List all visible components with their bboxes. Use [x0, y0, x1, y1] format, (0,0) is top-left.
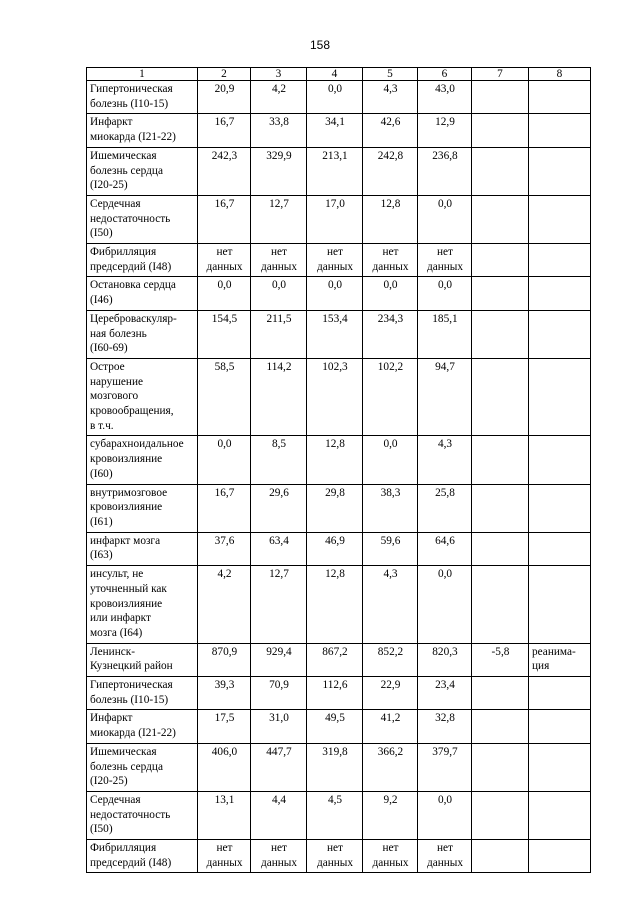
table-cell — [472, 710, 529, 743]
table-cell: 49,5 — [307, 710, 363, 743]
row-label: Инфаркт миокарда (I21-22) — [87, 114, 198, 147]
table-cell: нет данных — [198, 840, 251, 873]
table-cell: 0,0 — [418, 277, 472, 310]
table-cell: нет данных — [251, 840, 307, 873]
row-label: Ишемическая болезнь сердца (I20-25) — [87, 743, 198, 791]
row-label: Фибрилляция предсердий (I48) — [87, 840, 198, 873]
table-cell: 0,0 — [307, 81, 363, 114]
table-cell — [529, 81, 591, 114]
table-cell: 12,8 — [363, 195, 418, 243]
table-cell — [529, 677, 591, 710]
table-cell: 59,6 — [363, 532, 418, 565]
table-cell: 12,9 — [418, 114, 472, 147]
table-cell — [529, 840, 591, 873]
table-row — [87, 484, 591, 532]
table-row — [87, 310, 591, 358]
table-cell — [529, 358, 591, 436]
table-cell: нет данных — [198, 244, 251, 277]
table-cell: 867,2 — [307, 643, 363, 676]
table-row — [87, 791, 591, 839]
table-cell: 8,5 — [251, 436, 307, 484]
table-cell: 929,4 — [251, 643, 307, 676]
table-cell: 39,3 — [198, 677, 251, 710]
table-cell: 0,0 — [418, 195, 472, 243]
table-cell: нет данных — [418, 244, 472, 277]
table-cell: 94,7 — [418, 358, 472, 436]
column-header: 2 — [198, 68, 251, 81]
table-row — [87, 710, 591, 743]
table-row — [87, 277, 591, 310]
table-cell — [472, 840, 529, 873]
table-row — [87, 195, 591, 243]
table-cell: 234,3 — [363, 310, 418, 358]
table-row — [87, 114, 591, 147]
table-cell: 4,3 — [418, 436, 472, 484]
table-cell — [529, 147, 591, 195]
table-cell: 102,3 — [307, 358, 363, 436]
table-cell: нет данных — [363, 840, 418, 873]
table-cell: 366,2 — [363, 743, 418, 791]
row-label: инфаркт мозга (I63) — [87, 532, 198, 565]
table-cell: реанима- ция — [529, 643, 591, 676]
table-cell: 447,7 — [251, 743, 307, 791]
table-cell: 16,7 — [198, 195, 251, 243]
table-cell — [529, 532, 591, 565]
table-cell: 29,8 — [307, 484, 363, 532]
table-cell — [472, 195, 529, 243]
table-cell — [529, 791, 591, 839]
column-header: 6 — [418, 68, 472, 81]
table-cell: нет данных — [307, 244, 363, 277]
table-cell: 4,5 — [307, 791, 363, 839]
table-cell: 12,8 — [307, 436, 363, 484]
table-cell: 63,4 — [251, 532, 307, 565]
row-label: Инфаркт миокарда (I21-22) — [87, 710, 198, 743]
table-cell — [472, 677, 529, 710]
table-cell — [472, 484, 529, 532]
table-cell: 4,2 — [198, 566, 251, 644]
table-cell: 4,2 — [251, 81, 307, 114]
column-header: 5 — [363, 68, 418, 81]
page-number: 158 — [309, 38, 331, 52]
row-label: Гипертоническая болезнь (I10-15) — [87, 81, 198, 114]
table-cell: 153,4 — [307, 310, 363, 358]
row-label: Ишемическая болезнь сердца (I20-25) — [87, 147, 198, 195]
table-cell: 32,8 — [418, 710, 472, 743]
table-cell: 0,0 — [198, 436, 251, 484]
table-cell — [529, 310, 591, 358]
table-cell: 242,3 — [198, 147, 251, 195]
table-cell — [529, 244, 591, 277]
table-cell — [472, 277, 529, 310]
table-row — [87, 840, 591, 873]
row-label: Остановка сердца (I46) — [87, 277, 198, 310]
row-label: субарахноидальное кровоизлияние (I60) — [87, 436, 198, 484]
table-cell: 12,8 — [307, 566, 363, 644]
table-cell: нет данных — [307, 840, 363, 873]
table-cell — [529, 277, 591, 310]
table-cell: 12,7 — [251, 566, 307, 644]
table-cell — [472, 743, 529, 791]
table-cell: 13,1 — [198, 791, 251, 839]
column-header: 1 — [87, 68, 198, 81]
table-cell: 0,0 — [307, 277, 363, 310]
table-cell: 64,6 — [418, 532, 472, 565]
table-cell: 4,3 — [363, 81, 418, 114]
table-cell: 0,0 — [418, 566, 472, 644]
table-cell: 16,7 — [198, 114, 251, 147]
table-row — [87, 743, 591, 791]
row-label: Гипертоническая болезнь (I10-15) — [87, 677, 198, 710]
table-cell: 329,9 — [251, 147, 307, 195]
table-cell: 319,8 — [307, 743, 363, 791]
table-header-row — [87, 68, 591, 81]
table-cell: 112,6 — [307, 677, 363, 710]
table-cell — [529, 195, 591, 243]
table-cell — [529, 743, 591, 791]
table-cell: 0,0 — [418, 791, 472, 839]
data-table — [86, 67, 591, 873]
table-cell — [472, 791, 529, 839]
table-row — [87, 147, 591, 195]
table-cell: 70,9 — [251, 677, 307, 710]
table-cell: 23,4 — [418, 677, 472, 710]
table-cell: 58,5 — [198, 358, 251, 436]
column-header: 7 — [472, 68, 529, 81]
table-cell: 820,3 — [418, 643, 472, 676]
table-cell: 102,2 — [363, 358, 418, 436]
table-cell: 46,9 — [307, 532, 363, 565]
table-cell — [472, 244, 529, 277]
table-row — [87, 244, 591, 277]
table-cell — [472, 436, 529, 484]
table-cell: 17,5 — [198, 710, 251, 743]
row-label: Цереброваскуляр- ная болезнь (I60-69) — [87, 310, 198, 358]
table-cell: 211,5 — [251, 310, 307, 358]
row-label: Сердечная недостаточность (I50) — [87, 791, 198, 839]
table-cell — [472, 114, 529, 147]
table-cell: 236,8 — [418, 147, 472, 195]
table-body — [87, 68, 591, 873]
table-cell: 37,6 — [198, 532, 251, 565]
row-label: Сердечная недостаточность (I50) — [87, 195, 198, 243]
table-cell: 870,9 — [198, 643, 251, 676]
table-cell: 242,8 — [363, 147, 418, 195]
table-cell — [472, 566, 529, 644]
table-row — [87, 358, 591, 436]
table-cell: 4,4 — [251, 791, 307, 839]
table-cell: 31,0 — [251, 710, 307, 743]
table-cell — [472, 358, 529, 436]
table-row — [87, 643, 591, 676]
table-cell: нет данных — [418, 840, 472, 873]
table-cell: 379,7 — [418, 743, 472, 791]
table-cell: 0,0 — [198, 277, 251, 310]
table-cell — [529, 114, 591, 147]
table-cell: 20,9 — [198, 81, 251, 114]
row-label: Острое нарушение мозгового кровообращения, в т.ч. — [87, 358, 198, 436]
column-header: 3 — [251, 68, 307, 81]
row-label: Ленинск- Кузнецкий район — [87, 643, 198, 676]
table-cell: 33,8 — [251, 114, 307, 147]
table-cell: 12,7 — [251, 195, 307, 243]
table-cell — [472, 81, 529, 114]
table-cell — [529, 710, 591, 743]
table-cell: 38,3 — [363, 484, 418, 532]
table-cell: 16,7 — [198, 484, 251, 532]
table-cell: 406,0 — [198, 743, 251, 791]
table-cell: 852,2 — [363, 643, 418, 676]
table-cell: 34,1 — [307, 114, 363, 147]
table-cell: 154,5 — [198, 310, 251, 358]
row-label: Фибрилляция предсердий (I48) — [87, 244, 198, 277]
table-cell: 43,0 — [418, 81, 472, 114]
table-row — [87, 532, 591, 565]
table-cell — [529, 484, 591, 532]
table-cell: 17,0 — [307, 195, 363, 243]
table-cell: 41,2 — [363, 710, 418, 743]
table-cell — [472, 310, 529, 358]
table-row — [87, 81, 591, 114]
row-label: инсульт, не уточненный как кровоизлияние или инфаркт мозга (I64) — [87, 566, 198, 644]
table-cell: 22,9 — [363, 677, 418, 710]
table-cell: 185,1 — [418, 310, 472, 358]
table-row — [87, 566, 591, 644]
table-cell: нет данных — [251, 244, 307, 277]
row-label: внутримозговое кровоизлияние (I61) — [87, 484, 198, 532]
table-cell: -5,8 — [472, 643, 529, 676]
table-row — [87, 436, 591, 484]
table-cell: 213,1 — [307, 147, 363, 195]
table-cell: 4,3 — [363, 566, 418, 644]
table-cell: 0,0 — [251, 277, 307, 310]
table-cell: 9,2 — [363, 791, 418, 839]
table-cell: 114,2 — [251, 358, 307, 436]
table-cell: 0,0 — [363, 277, 418, 310]
table-cell — [529, 436, 591, 484]
table-cell: 42,6 — [363, 114, 418, 147]
table-cell: 0,0 — [363, 436, 418, 484]
table-cell — [472, 147, 529, 195]
column-header: 8 — [529, 68, 591, 81]
table-cell: 29,6 — [251, 484, 307, 532]
table-cell — [472, 532, 529, 565]
table-cell — [529, 566, 591, 644]
column-header: 4 — [307, 68, 363, 81]
table-cell: 25,8 — [418, 484, 472, 532]
table-row — [87, 677, 591, 710]
table-cell: нет данных — [363, 244, 418, 277]
